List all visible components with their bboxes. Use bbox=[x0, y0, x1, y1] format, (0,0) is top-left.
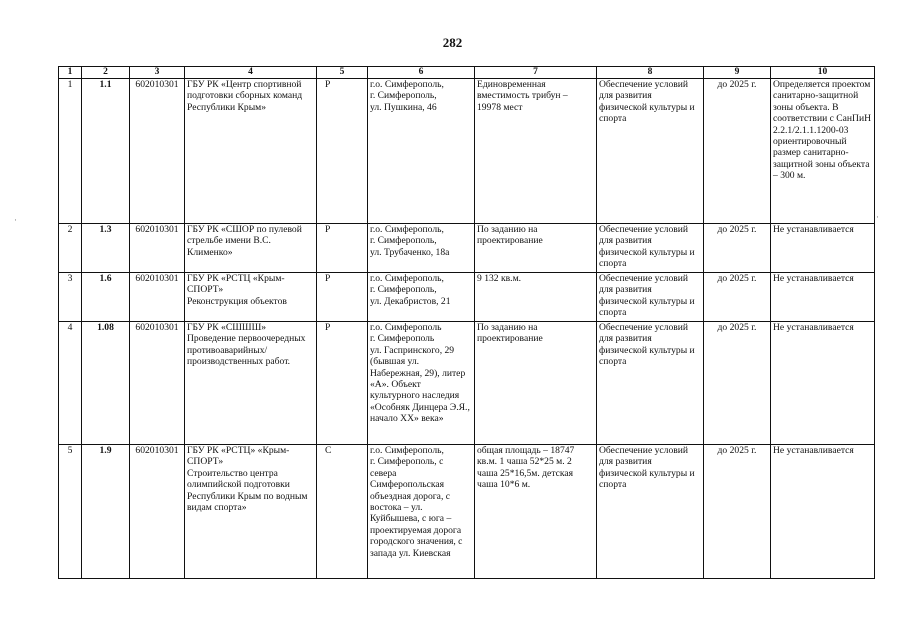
table-row bbox=[59, 273, 875, 322]
col-header-1: 1 bbox=[59, 67, 82, 79]
cell-kind: 602010301 bbox=[130, 79, 185, 224]
objects-table bbox=[58, 66, 875, 579]
table-row bbox=[59, 224, 875, 273]
col-header-7: 7 bbox=[475, 67, 597, 79]
cell-parameters: По заданию на проектирование bbox=[475, 224, 597, 273]
cell-code: 1.08 bbox=[82, 322, 130, 445]
cell-kind: 602010301 bbox=[130, 273, 185, 322]
cell-parameters: Единовременная вместимость трибун – 19978 мест bbox=[475, 79, 597, 224]
page-number: 282 bbox=[442, 35, 463, 50]
cell-number: 3 bbox=[59, 273, 82, 322]
cell-zone: Не устанавливается bbox=[771, 273, 875, 322]
col-header-9: 9 bbox=[704, 67, 771, 79]
cell-address: г.о. Симферополь, г. Симферополь, ул. Трубаченко, 18а bbox=[368, 224, 475, 273]
cell-name: ГБУ РК «СШОР по пулевой стрельбе имени В.С. Клименко» bbox=[185, 224, 317, 273]
cell-status: Р bbox=[317, 322, 368, 445]
cell-term: до 2025 г. bbox=[704, 224, 771, 273]
cell-status: Р bbox=[317, 224, 368, 273]
col-header-8: 8 bbox=[597, 67, 704, 79]
cell-zone: Не устанавливается bbox=[771, 445, 875, 579]
cell-code: 1.1 bbox=[82, 79, 130, 224]
cell-kind: 602010301 bbox=[130, 322, 185, 445]
cell-parameters: общая площадь – 18747 кв.м. 1 чаша 52*25 м. 2 чаша 25*16,5м. детская чаша 10*6 м. bbox=[475, 445, 597, 579]
col-header-10: 10 bbox=[771, 67, 875, 79]
cell-zone: Не устанавливается bbox=[771, 322, 875, 445]
scan-dot-left: · bbox=[14, 215, 17, 225]
cell-zone: Определяется проектом санитарно-защитной зоны объекта. В соответствии с СанПиН 2.2.1/2.1.1.1200-03 ориентировочный размер санитарно-защитной зоны объекта – 300 м. bbox=[771, 79, 875, 224]
cell-purpose: Обеспечение условий для развития физической культуры и спорта bbox=[597, 273, 704, 322]
col-header-6: 6 bbox=[368, 67, 475, 79]
cell-zone: Не устанавливается bbox=[771, 224, 875, 273]
cell-name: ГБУ РК «РСТЦ «Крым-СПОРТ» Реконструкция объектов bbox=[185, 273, 317, 322]
cell-purpose: Обеспечение условий для развития физической культуры и спорта bbox=[597, 322, 704, 445]
scan-dot-right: · bbox=[876, 212, 879, 222]
table-row bbox=[59, 322, 875, 445]
cell-term: до 2025 г. bbox=[704, 445, 771, 579]
table-row bbox=[59, 79, 875, 224]
cell-purpose: Обеспечение условий для развития физической культуры и спорта bbox=[597, 79, 704, 224]
col-header-2: 2 bbox=[82, 67, 130, 79]
cell-address: г.о. Симферополь г. Симферополь ул. Гаспринского, 29 (бывшая ул. Набережная, 29), литер «А». Объект культурного наследия «Особняк Динцера Э.Я., начало XX» века» bbox=[368, 322, 475, 445]
cell-parameters: По заданию на проектирование bbox=[475, 322, 597, 445]
cell-code: 1.3 bbox=[82, 224, 130, 273]
col-header-5: 5 bbox=[317, 67, 368, 79]
cell-kind: 602010301 bbox=[130, 445, 185, 579]
cell-status: Р bbox=[317, 79, 368, 224]
col-header-4: 4 bbox=[185, 67, 317, 79]
cell-status: С bbox=[317, 445, 368, 579]
cell-number: 1 bbox=[59, 79, 82, 224]
cell-term: до 2025 г. bbox=[704, 79, 771, 224]
col-header-3: 3 bbox=[130, 67, 185, 79]
cell-number: 4 bbox=[59, 322, 82, 445]
cell-status: Р bbox=[317, 273, 368, 322]
cell-parameters: 9 132 кв.м. bbox=[475, 273, 597, 322]
cell-kind: 602010301 bbox=[130, 224, 185, 273]
header-row bbox=[59, 67, 875, 79]
cell-purpose: Обеспечение условий для развития физической культуры и спорта bbox=[597, 445, 704, 579]
table-row bbox=[59, 445, 875, 579]
cell-address: г.о. Симферополь, г. Симферополь, с севера Симферопольская объездная дорога, с востока – ул. Куйбышева, с юга – проектируемая дорога городского значения, с запада ул. Киевская bbox=[368, 445, 475, 579]
cell-name: ГБУ РК «РСТЦ» «Крым-СПОРТ» Строительство центра олимпийской подготовки Республики Крым по водным видам спорта» bbox=[185, 445, 317, 579]
cell-term: до 2025 г. bbox=[704, 322, 771, 445]
cell-term: до 2025 г. bbox=[704, 273, 771, 322]
cell-number: 2 bbox=[59, 224, 82, 273]
cell-code: 1.9 bbox=[82, 445, 130, 579]
cell-purpose: Обеспечение условий для развития физической культуры и спорта bbox=[597, 224, 704, 273]
cell-code: 1.6 bbox=[82, 273, 130, 322]
cell-name: ГБУ РК «Центр спортивной подготовки сборных команд Республики Крым» bbox=[185, 79, 317, 224]
cell-number: 5 bbox=[59, 445, 82, 579]
cell-name: ГБУ РК «СШШШ» Проведение первоочередных противоаварийных/производственных работ. bbox=[185, 322, 317, 445]
cell-address: г.о. Симферополь, г. Симферополь, ул. Декабристов, 21 bbox=[368, 273, 475, 322]
cell-address: г.о. Симферополь, г. Симферополь, ул. Пушкина, 46 bbox=[368, 79, 475, 224]
